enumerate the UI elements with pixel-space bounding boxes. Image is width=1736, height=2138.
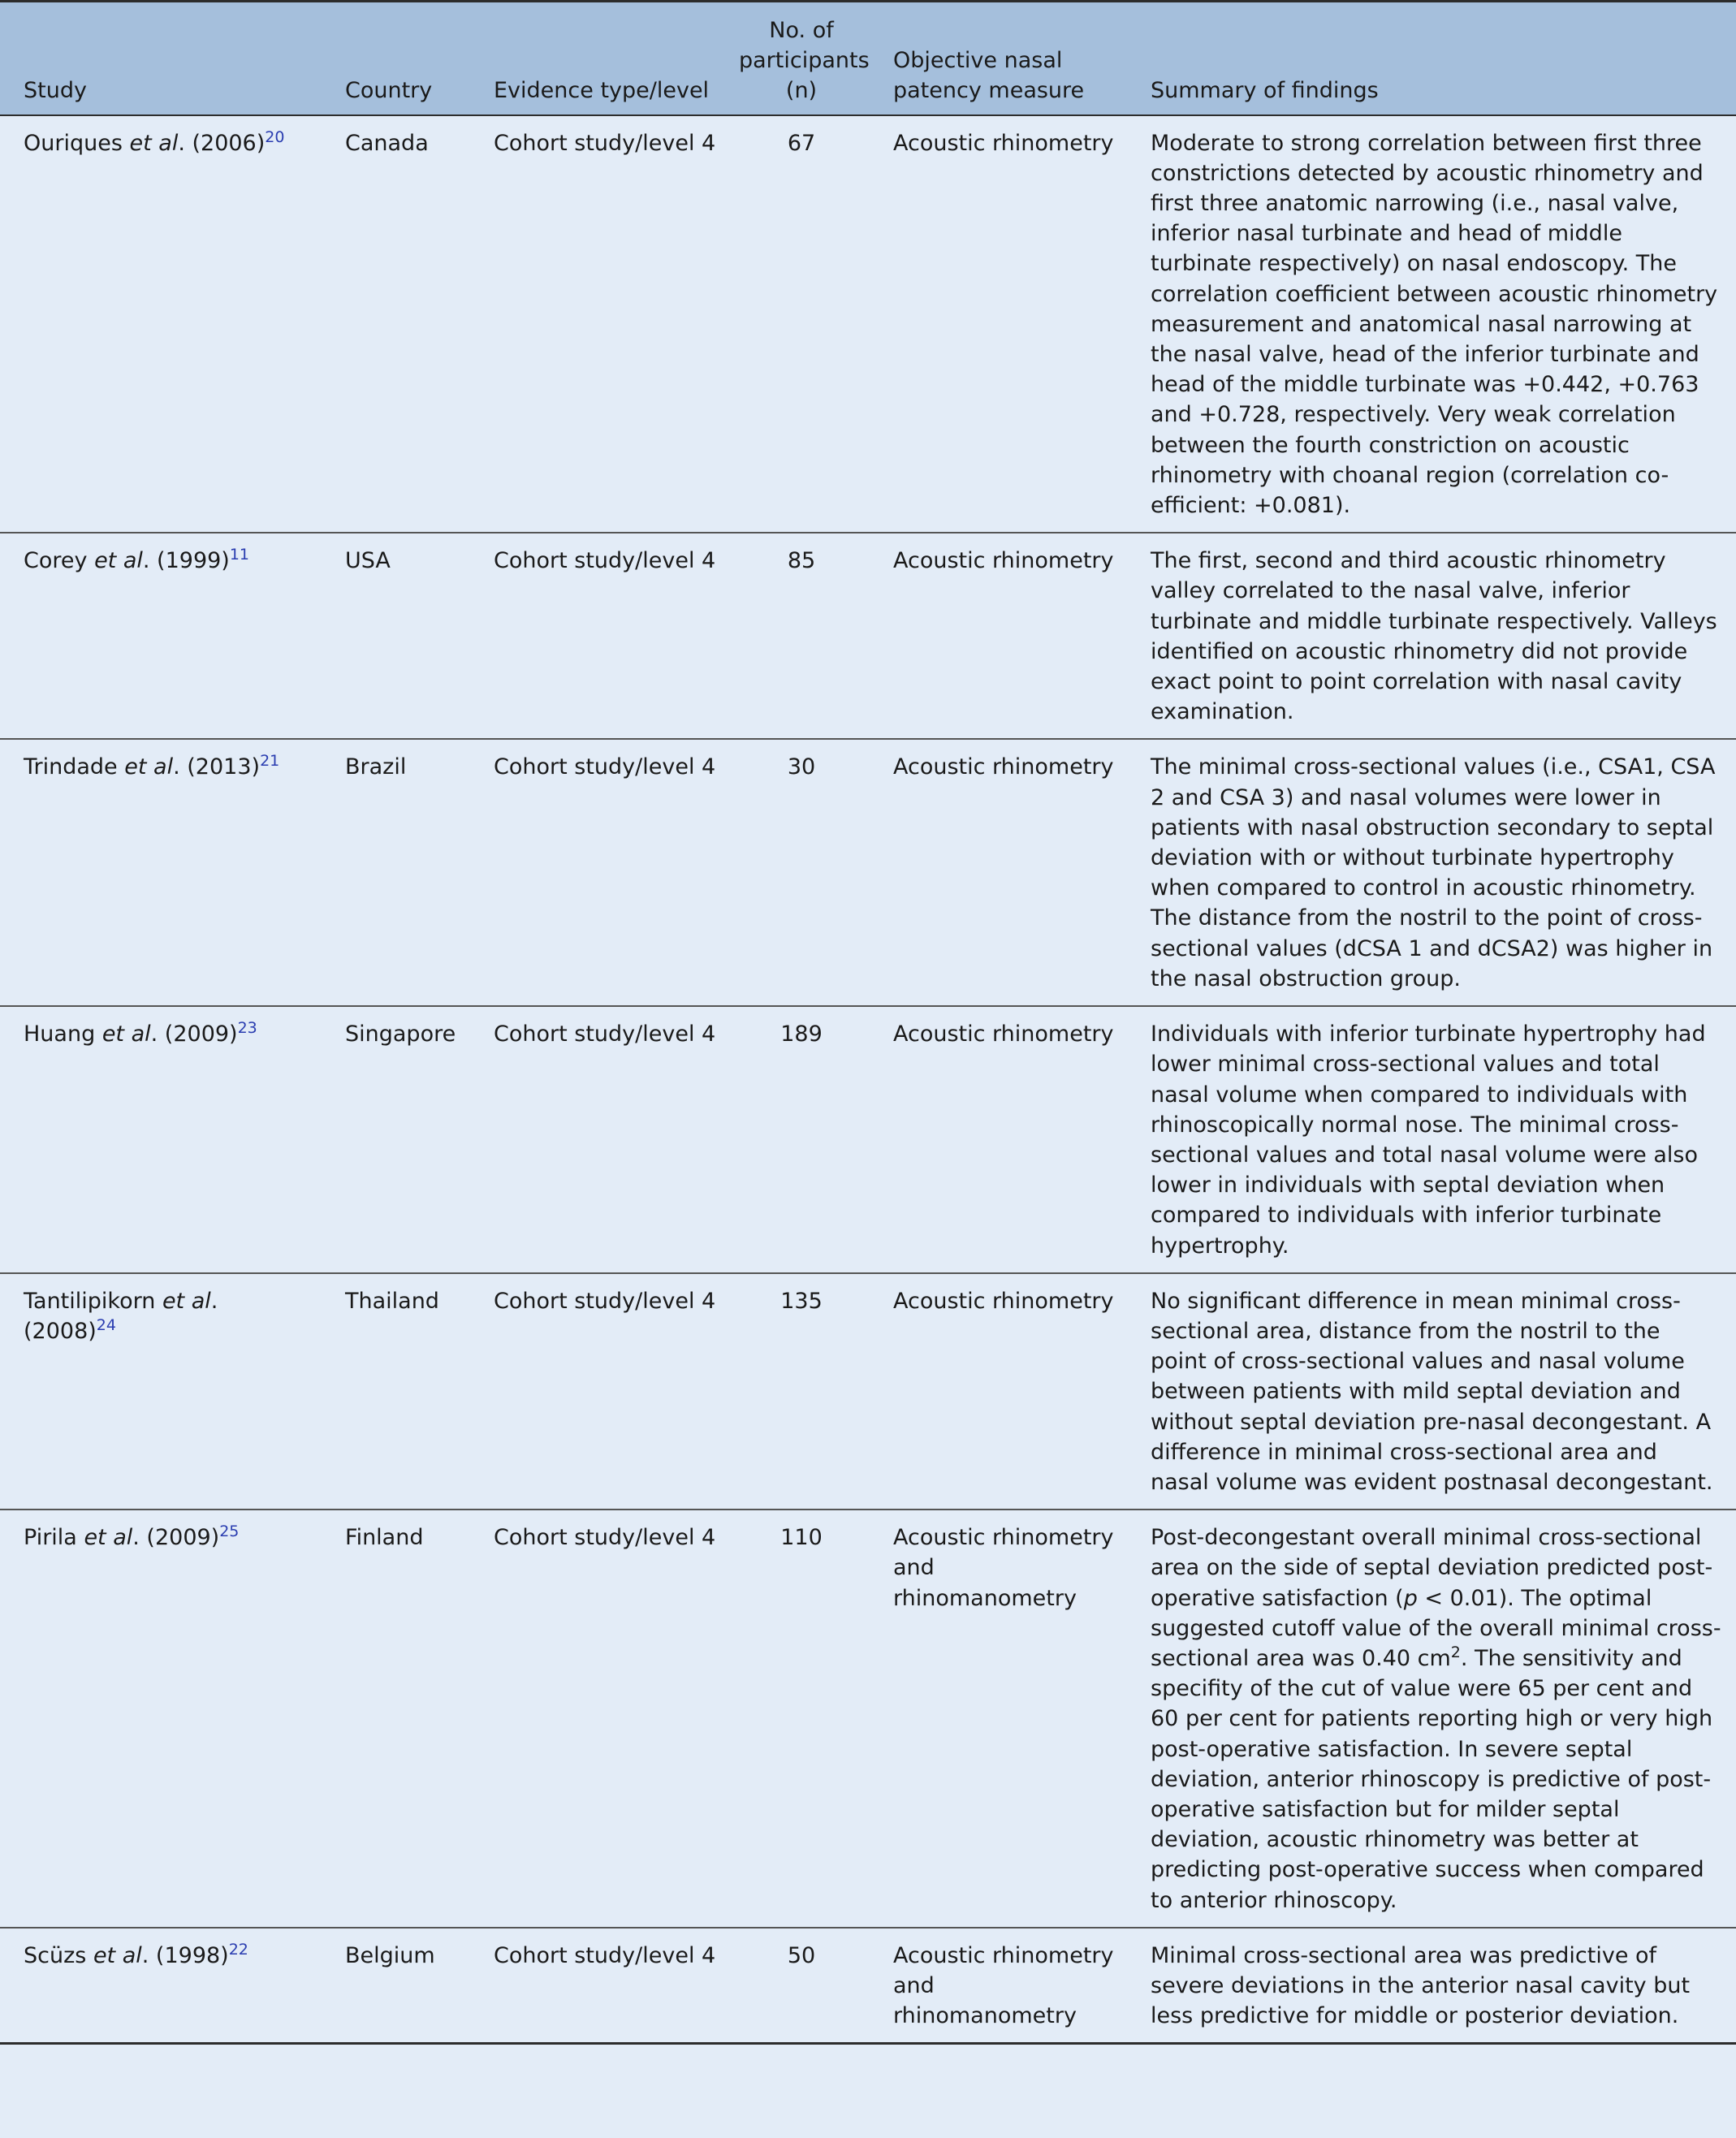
study-etal: et al	[93, 1942, 142, 1968]
cell-country: USA	[322, 533, 470, 739]
cell-study	[0, 1006, 322, 1273]
table-body	[0, 115, 1736, 2044]
summary-part-b: < 0.01). The optimal suggested cutoff value of the overall minimal cross-sectional area was 0.40 cm	[1151, 1585, 1721, 1671]
cell-study	[0, 1510, 322, 1928]
cell-measure: Acoustic rhinometry	[875, 533, 1133, 739]
table-header	[0, 2, 1736, 115]
header-participants-line1: No. of	[769, 18, 834, 43]
header-row	[0, 2, 1736, 115]
cell-summary: The minimal cross-sectional values (i.e., CSA1, CSA 2 and CSA 3) and nasal volumes were lower in patients with nasal obstruction secondary to septal deviation with or without turbinate hypertrophy when compared to control in acoustic rhinometry. The distance from the nostril to the point of cross-sectional values (dCSA 1 and dCSA2) was higher in the nasal obstruction group.	[1133, 739, 1736, 1006]
summary-p-value: p	[1403, 1585, 1418, 1611]
header-measure-line2: patency measure	[893, 78, 1085, 104]
study-etal: et al	[94, 548, 143, 574]
study-year: . (2006)	[178, 130, 266, 156]
study-year: . (2013)	[173, 754, 261, 780]
cell-country: Canada	[322, 115, 470, 533]
table-row	[0, 1006, 1736, 1273]
reference-link[interactable]: 22	[228, 1940, 248, 1959]
cell-evidence: Cohort study/level 4	[470, 1273, 728, 1510]
study-etal: et al	[101, 1021, 151, 1047]
cell-country: Thailand	[322, 1273, 470, 1510]
cell-country: Finland	[322, 1510, 470, 1928]
table-row	[0, 115, 1736, 533]
cell-study	[0, 115, 322, 533]
summary-part-a: Post-decongestant overall minimal cross-sectional area on the side of septal deviation predicted post-operative satisfaction (	[1151, 1525, 1713, 1611]
summary-superscript: 2	[1450, 1643, 1461, 1661]
study-author: Ouriques	[24, 130, 123, 156]
study-year: . (2009)	[150, 1021, 238, 1047]
study-year: . (2008)	[24, 1288, 218, 1344]
reference-link[interactable]: 23	[237, 1019, 257, 1038]
table-row	[0, 1510, 1736, 1928]
cell-evidence: Cohort study/level 4	[470, 739, 728, 1006]
table-row	[0, 1273, 1736, 1510]
summary-part-c: . The sensitivity and specifity of the cut of value were 65 per cent and 60 per cent for patients reporting high or very high post-operative satisfaction. In severe septal deviation, anterior rhinoscopy is predictive of post-operative satisfaction but for milder septal deviation, acoustic rhinometry was better at predicting post-operative success when compared to anterior rhinoscopy.	[1151, 1645, 1713, 1913]
cell-measure: Acoustic rhinometry	[875, 115, 1133, 533]
table-row	[0, 533, 1736, 739]
cell-participants: 85	[728, 533, 875, 739]
study-author: Tantilipikorn	[24, 1288, 156, 1314]
header-summary: Summary of findings	[1133, 2, 1736, 115]
cell-summary	[1133, 1510, 1736, 1928]
cell-summary: Moderate to strong correlation between first three constrictions detected by acoustic rhinometry and first three anatomic narrowing (i.e., nasal valve, inferior nasal turbinate and head of middle turbinate respectively) on nasal endoscopy. The correlation coefficient between acoustic rhinometry measurement and anatomical nasal narrowing at the nasal valve, head of the inferior turbinate and head of the middle turbinate was +0.442, +0.763 and +0.728, respectively. Very weak correlation between the fourth constriction on acoustic rhinometry with choanal region (correlation co-efficient: +0.081).	[1133, 115, 1736, 533]
study-author: Trindade	[24, 754, 118, 780]
header-participants	[728, 2, 875, 115]
study-author: Scüzs	[24, 1942, 87, 1968]
header-evidence: Evidence type/level	[470, 2, 728, 115]
study-year: . (2009)	[132, 1525, 220, 1551]
cell-country: Belgium	[322, 1928, 470, 2044]
cell-study	[0, 1928, 322, 2044]
reference-link[interactable]: 11	[229, 546, 250, 564]
cell-evidence: Cohort study/level 4	[470, 533, 728, 739]
cell-summary: Individuals with inferior turbinate hypertrophy had lower minimal cross-sectional values and total nasal volume when compared to individuals with rhinoscopically normal nose. The minimal cross-sectional values and total nasal volume were also lower in individuals with septal deviation when compared to individuals with inferior turbinate hypertrophy.	[1133, 1006, 1736, 1273]
table-row	[0, 739, 1736, 1006]
cell-study	[0, 1273, 322, 1510]
reference-link[interactable]: 20	[265, 127, 285, 146]
header-study: Study	[0, 2, 322, 115]
study-author: Huang	[24, 1021, 96, 1047]
study-author: Corey	[24, 548, 88, 574]
reference-link[interactable]: 21	[260, 752, 280, 771]
cell-evidence: Cohort study/level 4	[470, 1928, 728, 2044]
study-author: Pirila	[24, 1525, 77, 1551]
reference-link[interactable]: 25	[219, 1523, 240, 1541]
reference-link[interactable]: 24	[96, 1315, 116, 1334]
cell-measure: Acoustic rhinometry	[875, 1006, 1133, 1273]
cell-summary: The first, second and third acoustic rhinometry valley correlated to the nasal valve, inferior turbinate and middle turbinate respectively. Valleys identified on acoustic rhinometry did not provide exact point to point correlation with nasal cavity examination.	[1133, 533, 1736, 739]
header-participants-line2: participants (n)	[739, 48, 870, 104]
cell-participants: 30	[728, 739, 875, 1006]
cell-country: Singapore	[322, 1006, 470, 1273]
cell-evidence: Cohort study/level 4	[470, 1510, 728, 1928]
study-year: . (1999)	[142, 548, 230, 574]
cell-participants: 110	[728, 1510, 875, 1928]
cell-participants: 189	[728, 1006, 875, 1273]
cell-study	[0, 533, 322, 739]
cell-participants: 135	[728, 1273, 875, 1510]
cell-evidence: Cohort study/level 4	[470, 115, 728, 533]
table-row	[0, 1928, 1736, 2044]
header-measure-line1: Objective nasal	[893, 48, 1063, 74]
cell-measure: Acoustic rhinometry and rhinomanometry	[875, 1510, 1133, 1928]
cell-evidence: Cohort study/level 4	[470, 1006, 728, 1273]
cell-measure: Acoustic rhinometry	[875, 739, 1133, 1006]
header-country: Country	[322, 2, 470, 115]
study-etal: et al	[84, 1525, 133, 1551]
study-etal: et al	[129, 130, 179, 156]
cell-measure: Acoustic rhinometry and rhinomanometry	[875, 1928, 1133, 2044]
study-etal: et al	[124, 754, 174, 780]
cell-study	[0, 739, 322, 1006]
cell-measure: Acoustic rhinometry	[875, 1273, 1133, 1510]
study-year: . (1998)	[141, 1942, 229, 1968]
cell-participants: 50	[728, 1928, 875, 2044]
cell-summary: Minimal cross-sectional area was predictive of severe deviations in the anterior nasal cavity but less predictive for middle or posterior deviation.	[1133, 1928, 1736, 2044]
study-etal: et al	[162, 1288, 211, 1314]
cell-participants: 67	[728, 115, 875, 533]
cell-country: Brazil	[322, 739, 470, 1006]
header-measure	[875, 2, 1133, 115]
cell-summary: No significant difference in mean minimal cross-sectional area, distance from the nostril to the point of cross-sectional values and nasal volume between patients with mild septal deviation and without septal deviation pre-nasal decongestant. A difference in minimal cross-sectional area and nasal volume was evident postnasal decongestant.	[1133, 1273, 1736, 1510]
